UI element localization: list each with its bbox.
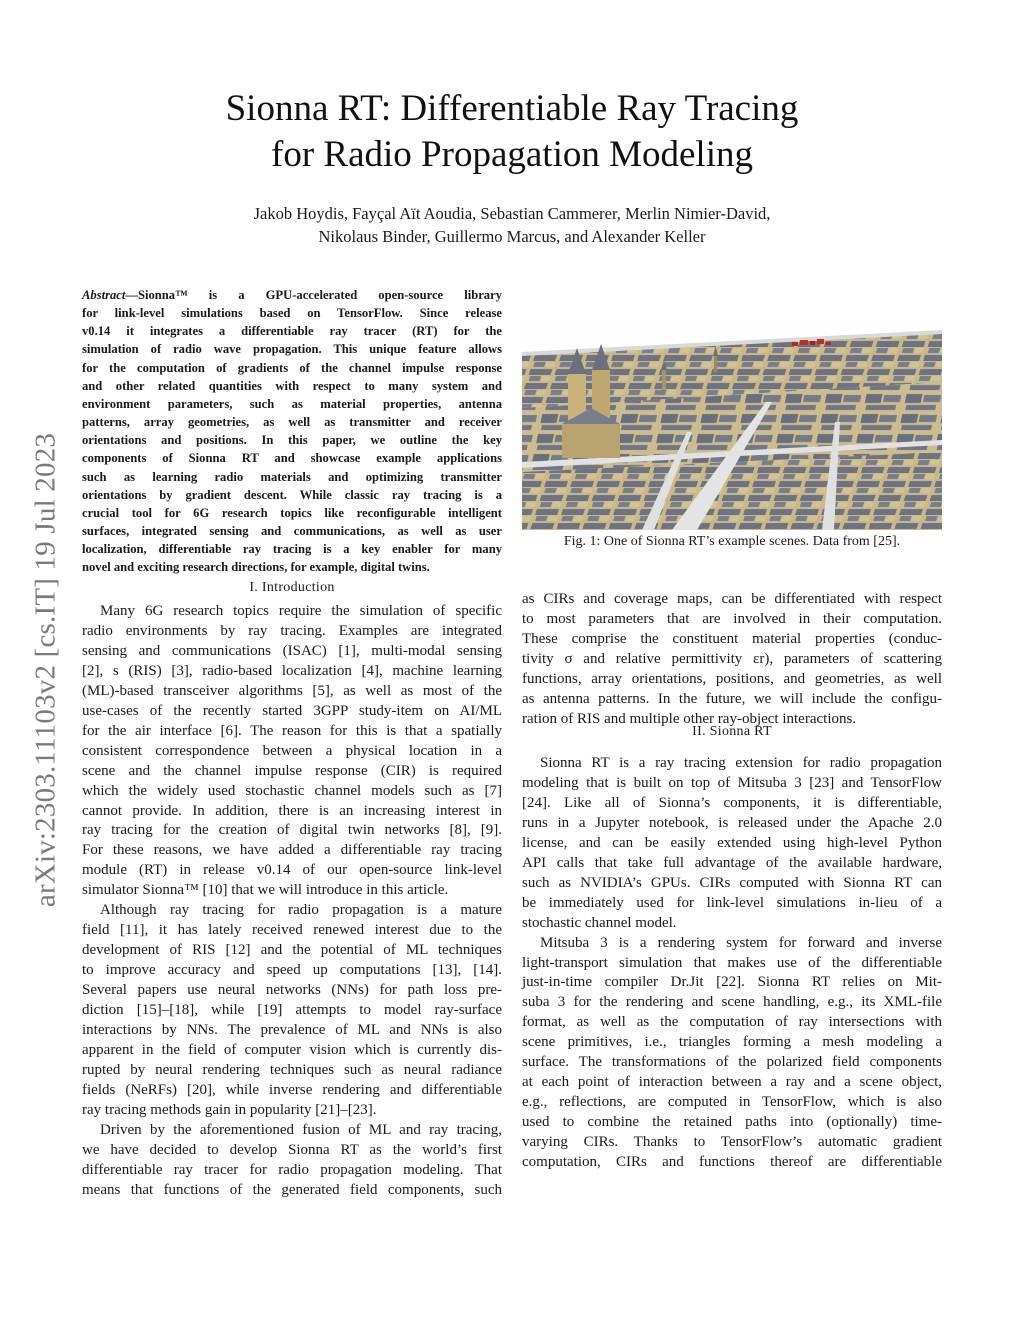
abstract-line: for the computation of gradients of the channel impulse response [82, 360, 502, 375]
section-heading-introduction: I. Introduction [249, 580, 335, 595]
intro-line: (ML)-based transceiver algorithms [5], as well as most of the [82, 682, 502, 699]
arxiv-sidebar [28, 380, 64, 960]
author-list [150, 202, 874, 248]
intro-line: use-cases of the recently started 3GPP study-item on AI/ML [82, 702, 502, 719]
intro-line: Several papers use neural networks (NNs) for path loss pre- [82, 982, 502, 999]
intro-line: ray tracing for the creation of digital twin networks [8], [9]. [82, 822, 502, 839]
intro-line: differentiable ray tracer for radio propagation modeling. That [82, 1161, 502, 1178]
intro-line: development of RIS [12] and the potential of ML techniques [82, 942, 502, 959]
intro-line: Many 6G research topics require the simulation of specific [100, 603, 502, 619]
section-heading-sionna-rt: II. Sionna RT [692, 724, 772, 739]
figure-city-scene [522, 312, 942, 530]
section2-line: used to combine the retained paths into (optionally) time- [522, 1114, 942, 1131]
abstract-line: simulation of radio wave propagation. This unique feature allows [82, 342, 502, 357]
section2-line: runs in a Jupyter notebook, is released under the Apache 2.0 [522, 814, 942, 831]
authors-line-2: Nikolaus Binder, Guillermo Marcus, and Alexander Keller [318, 227, 706, 246]
abstract-line: components of Sionna RT and showcase example applications [82, 451, 502, 466]
right-intro-line: tivity σ and relative permittivity εr), parameters of scattering [522, 650, 942, 667]
authors-line-1: Jakob Hoydis, Fayçal Aït Aoudia, Sebastian Cammerer, Merlin Nimier-David, [253, 204, 771, 223]
intro-line: module (RT) in release v0.14 of our open-source link-level [82, 862, 502, 879]
section2-line: just-in-time compiler Dr.Jit [22]. Sionna RT relies on Mit- [522, 974, 942, 991]
intro-line: diction [15]–[18], while [19] attempts to model ray-surface [82, 1002, 502, 1019]
intro-line: apparent in the field of computer vision which is currently dis- [82, 1041, 502, 1058]
abstract [82, 286, 502, 577]
section2-line: license, and can be easily extended using high-level Python [522, 834, 942, 851]
intro-body [82, 602, 502, 1201]
abstract-line: orientations and positions. In this paper, we outline the key [82, 433, 502, 448]
section2-line: Mitsuba 3 is a rendering system for forward and inverse [540, 934, 942, 951]
right-intro-body [522, 590, 942, 730]
abstract-line: and other related quantities with respect to many system and [82, 378, 502, 393]
section2-line: computation, CIRs and functions thereof are differentiable [522, 1154, 942, 1171]
intro-line: field [11], it has lately received renewed interest due to the [82, 922, 502, 939]
intro-line: cannot provide. In addition, there is an increasing interest in [82, 802, 502, 819]
right-intro-line: to most parameters that are involved in their computation. [522, 610, 942, 627]
intro-line: to improve accuracy and speed up computations [13], [14]. [82, 962, 502, 979]
section2-line: format, as well as the computation of ray intersections with [522, 1014, 942, 1031]
abstract-line: orientations by gradient descent. While classic ray tracing is a [82, 487, 502, 502]
abstract-line: patterns, array geometries, as well as transmitter and receiver [82, 415, 502, 430]
intro-heading-block [82, 580, 502, 596]
section2-line: be immediately used for link-level simulations in-lieu of a [522, 894, 942, 911]
right-intro-line: functions, array orientations, positions, and geometries, as well [522, 670, 942, 687]
section2-line: e.g., reflections, are computed in TensorFlow, which is also [522, 1094, 942, 1111]
right-intro-line: as CIRs and coverage maps, can be differentiated with respect [522, 591, 942, 607]
section2-line: light-transport simulation that makes use of the differentiable [522, 954, 942, 971]
intro-line: consistent correspondence between a physical location in a [82, 742, 502, 759]
section2-line: [24]. Like all of Sionna’s components, it is differentiable, [522, 794, 942, 811]
intro-line: Driven by the aforementioned fusion of ML and ray tracing, [100, 1121, 502, 1138]
intro-line: [2], s (RIS) [3], radio-based localization [4], machine learning [82, 662, 502, 679]
intro-line: we have decided to develop Sionna RT as the world’s first [82, 1141, 502, 1158]
section2-line: suba 3 for the rendering and scene handling, e.g., its XML-file [522, 994, 942, 1011]
section2-line: such as NVIDIA’s GPUs. CIRs computed with Sionna RT can [522, 874, 942, 891]
section2-line: stochastic channel model. [522, 914, 677, 931]
section2-line: at each point of interaction between a ray and a scene object, [522, 1074, 942, 1091]
right-intro-line: as antenna patterns. In the future, we will include the configu- [522, 690, 942, 707]
arxiv-identifier: arXiv:2303.11103v2 [cs.IT] 19 Jul 2023 [29, 432, 62, 908]
abstract-label: Abstract [82, 288, 126, 302]
intro-line: which the widely used stochastic channel models such as [7] [82, 782, 502, 799]
city-scene-render [522, 312, 942, 530]
intro-line: ray tracing methods gain in popularity [21]–[23]. [82, 1101, 377, 1118]
right-intro-line: These comprise the constituent material properties (conduc- [522, 630, 942, 647]
intro-line: simulator Sionna™ [10] that we will introduce in this article. [82, 882, 449, 899]
intro-line: rupted by neural rendering techniques such as neural radiance [82, 1061, 502, 1078]
intro-line: means that functions of the generated field components, such [82, 1181, 502, 1198]
title-line-2: for Radio Propagation Modeling [271, 134, 753, 175]
right-intro-line: ration of RIS and multiple other ray-object interactions. [522, 710, 857, 727]
abstract-line: such as learning radio materials and optimizing transmitter [82, 469, 502, 484]
intro-line: interactions by NNs. The prevalence of ML and NNs is also [82, 1022, 502, 1039]
section2-line: varying CIRs. Thanks to TensorFlow’s automatic gradient [522, 1134, 942, 1151]
section2-line: modeling that is built on top of Mitsuba 3 [23] and TensorFlow [522, 774, 942, 791]
abstract-line: localization, differentiable ray tracing is a key enabler for many [82, 542, 502, 557]
abstract-line: for link-level simulations based on TensorFlow. Since release [82, 306, 502, 321]
section2-line: scene primitives, i.e., triangles forming a mesh modeling a [522, 1034, 942, 1051]
abstract-line: —Sionna™ is a GPU-accelerated open-source library [125, 288, 502, 302]
intro-line: Although ray tracing for radio propagation is a mature [100, 902, 502, 919]
intro-line: scene and the channel impulse response (CIR) is required [82, 762, 502, 779]
figure-caption: Fig. 1: One of Sionna RT’s example scenes. Data from [25]. [563, 534, 901, 549]
abstract-line: v0.14 it integrates a differentiable ray tracer (RT) for the [82, 324, 502, 339]
abstract-line: environment parameters, such as material properties, antenna [82, 396, 502, 411]
section2-line: Sionna RT is a ray tracing extension for radio propagation [540, 755, 942, 771]
section2-line: surface. The transformations of the polarized field components [522, 1054, 942, 1071]
title-line-1: Sionna RT: Differentiable Ray Tracing [225, 88, 799, 129]
paper-title [150, 86, 874, 178]
abstract-line: surfaces, integrated sensing and communications, as well as user [82, 524, 502, 539]
section2-heading-block [522, 724, 942, 740]
section2-body [522, 754, 942, 1173]
intro-line: radio environments by ray tracing. Examples are integrated [82, 622, 502, 639]
abstract-line: novel and exciting research directions, for example, digital twins. [82, 560, 430, 575]
intro-line: For these reasons, we have added a differentiable ray tracing [82, 842, 502, 859]
section2-line: API calls that take full advantage of the available hardware, [522, 854, 942, 871]
intro-line: sensing and communications (ISAC) [1], multi-modal sensing [82, 642, 502, 659]
intro-line: for the air interface [6]. The reason for this is that a spatially [82, 722, 502, 739]
intro-line: fields (NeRFs) [20], while inverse rendering and differentiable [82, 1081, 502, 1098]
abstract-line: crucial tool for 6G research topics like reconfigurable intelligent [82, 505, 502, 520]
